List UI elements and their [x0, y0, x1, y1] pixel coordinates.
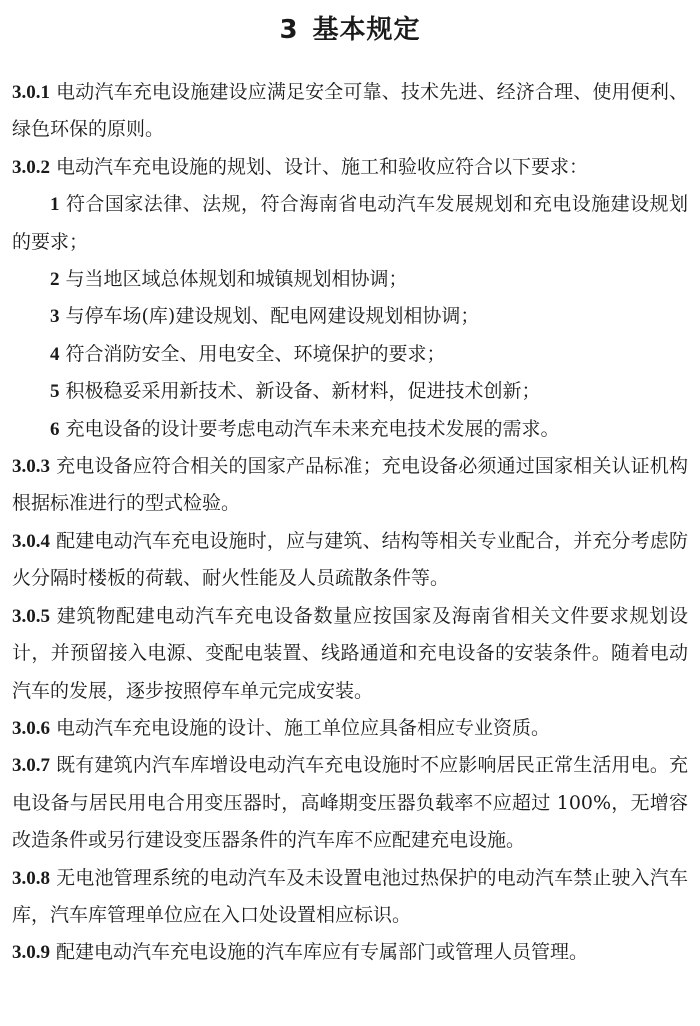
clause-text: 既有建筑内汽车库增设电动汽车充电设施时不应影响居民正常生活用电。充电设备与居民用电合用变压器时，高峰期变压器负载率不应超过 100%，无增容改造条件或另行建设变压器条件的汽车库不应配建充电设施。: [12, 754, 688, 852]
clause-3-0-2: [12, 149, 688, 186]
item-text: 与停车场(库)建设规划、配电网建设规划相协调；: [65, 305, 480, 328]
item-number: 4: [50, 343, 60, 365]
clause-3-0-9: [12, 934, 688, 971]
clause-3-0-4: [12, 523, 688, 598]
item-number: 3: [50, 306, 60, 328]
clause-number: 3.0.6: [12, 717, 50, 739]
item-number: 6: [50, 418, 60, 440]
chapter-title-text: 基本规定: [312, 15, 421, 45]
clause-number: 3.0.3: [12, 456, 50, 478]
list-item: [12, 261, 688, 298]
clause-text: 充电设备应符合相关的国家产品标准；充电设备必须通过国家相关认证机构根据标准进行的型式检验。: [12, 455, 688, 515]
clause-text: 配建电动汽车充电设施时，应与建筑、结构等相关专业配合，并充分考虑防火分隔时楼板的荷载、耐火性能及人员疏散条件等。: [12, 529, 688, 590]
clause-3-0-5: [12, 598, 688, 710]
clause-number: 3.0.7: [12, 755, 50, 777]
item-text: 符合消防安全、用电安全、环境保护的要求；: [65, 342, 446, 365]
clause-number: 3.0.4: [12, 530, 50, 552]
item-text: 与当地区域总体规划和城镇规划相协调；: [65, 268, 408, 291]
list-item: [12, 411, 688, 448]
chapter-number: 3: [279, 15, 299, 45]
clause-text: 无电池管理系统的电动汽车及未设置电池过热保护的电动汽车禁止驶入汽车库，汽车库管理单位应在入口处设置相应标识。: [12, 866, 688, 926]
item-number: 2: [50, 269, 60, 291]
item-number: 5: [50, 381, 60, 403]
clause-text: 建筑物配建电动汽车充电设备数量应按国家及海南省相关文件要求规划设计，并预留接入电源、变配电装置、线路通道和充电设备的安装条件。随着电动汽车的发展，逐步按照停车单元完成安装。: [12, 604, 688, 702]
clause-3-0-1: [12, 74, 688, 149]
item-text: 积极稳妥采用新技术、新设备、新材料，促进技术创新；: [65, 380, 541, 403]
list-item: [12, 186, 688, 261]
item-text: 符合国家法律、法规，符合海南省电动汽车发展规划和充电设施建设规划的要求；: [12, 193, 688, 253]
chapter-title: [12, 10, 688, 50]
clause-text: 电动汽车充电设施的规划、设计、施工和验收应符合以下要求：: [56, 155, 589, 178]
item-text: 充电设备的设计要考虑电动汽车未来充电技术发展的需求。: [65, 417, 560, 440]
item-number: 1: [50, 194, 60, 216]
clause-text: 电动汽车充电设施的设计、施工单位应具备相应专业资质。: [56, 716, 551, 739]
clause-3-0-7: [12, 747, 688, 859]
clause-3-0-3: [12, 448, 688, 523]
clause-3-0-8: [12, 860, 688, 935]
list-item: [12, 298, 688, 335]
clause-number: 3.0.9: [12, 942, 50, 964]
list-item: [12, 336, 688, 373]
list-item: [12, 373, 688, 410]
document-body: [12, 74, 688, 972]
clause-text: 电动汽车充电设施建设应满足安全可靠、技术先进、经济合理、使用便利、绿色环保的原则。: [12, 81, 688, 141]
clause-text: 配建电动汽车充电设施的汽车库应有专属部门或管理人员管理。: [56, 941, 589, 964]
clause-number: 3.0.1: [12, 82, 50, 103]
clause-number: 3.0.5: [12, 605, 50, 627]
clause-3-0-6: [12, 710, 688, 747]
clause-number: 3.0.2: [12, 156, 50, 178]
clause-number: 3.0.8: [12, 867, 50, 889]
